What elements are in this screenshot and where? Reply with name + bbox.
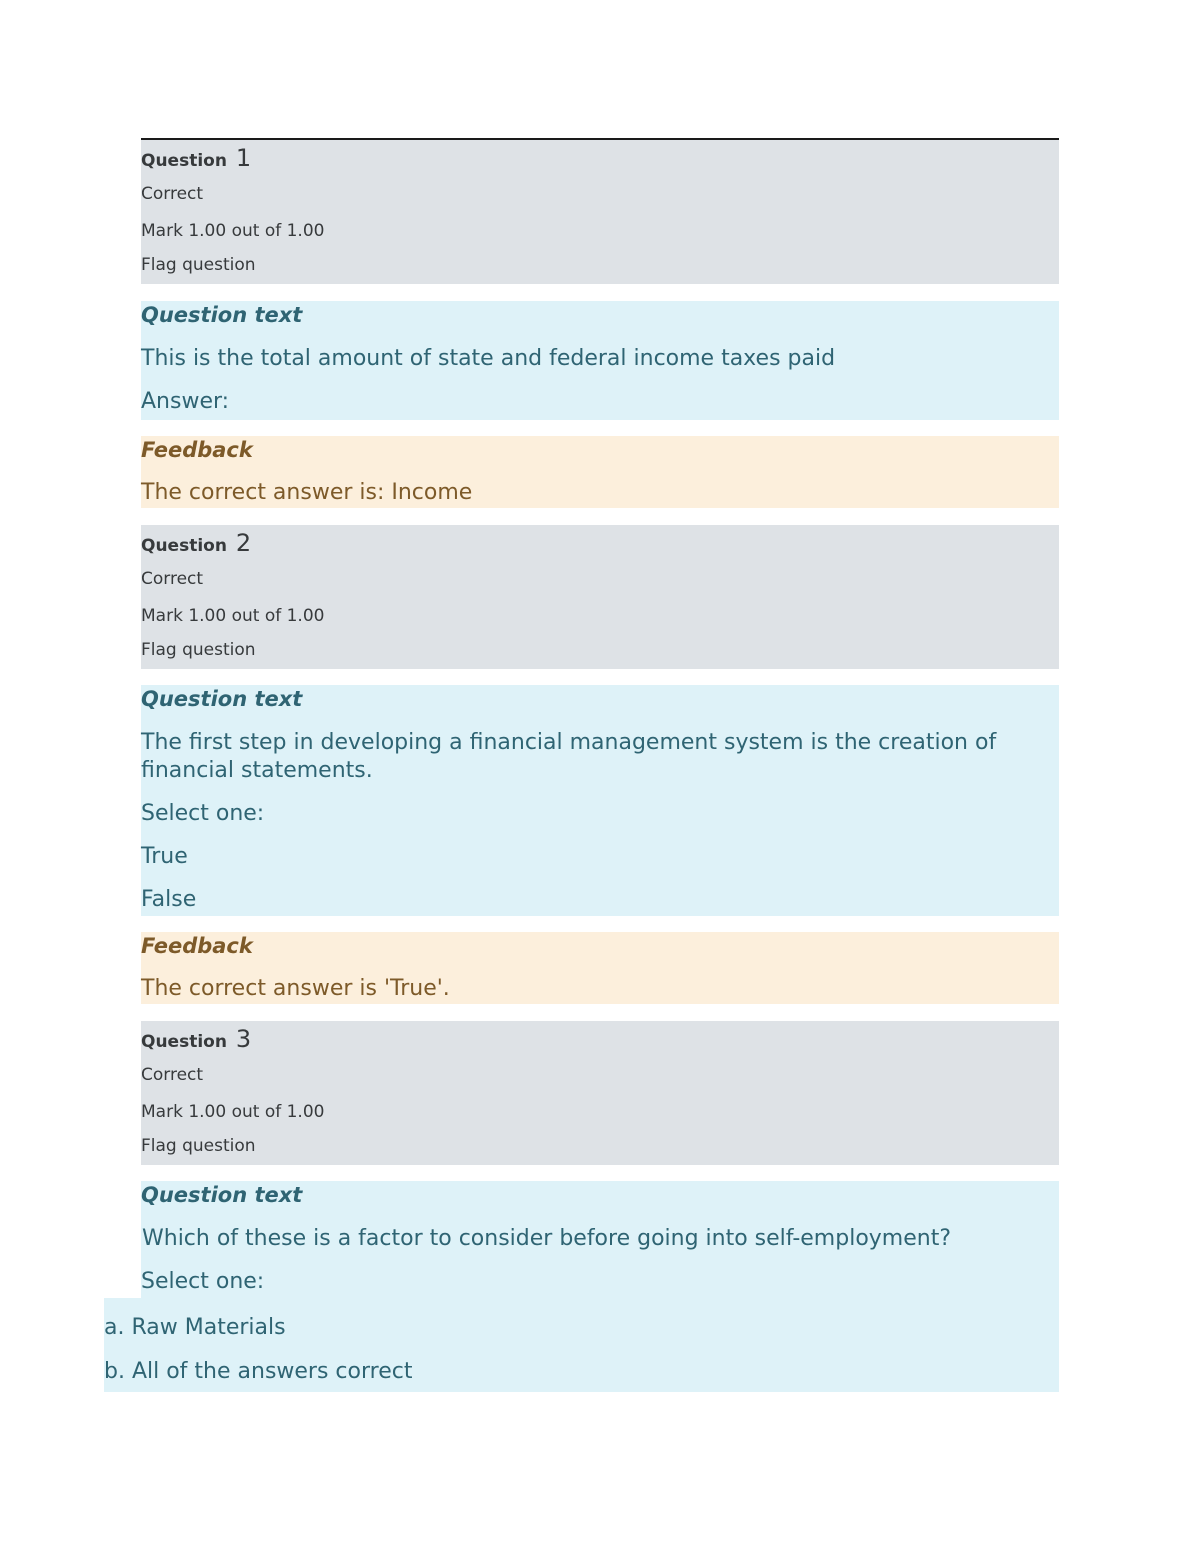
question-state: Correct bbox=[141, 184, 204, 204]
question-state: Correct bbox=[141, 1065, 204, 1085]
question-label: Question bbox=[141, 151, 227, 171]
select-prompt: Select one: bbox=[141, 801, 265, 826]
flag-question-link[interactable]: Flag question bbox=[141, 1136, 256, 1156]
question-text: The first step in developing a financial management system is the creation of financial statements. bbox=[141, 730, 997, 783]
flag-question-link[interactable]: Flag question bbox=[141, 255, 256, 275]
question-mark: Mark 1.00 out of 1.00 bbox=[141, 1102, 325, 1122]
quiz-review bbox=[104, 138, 1059, 1392]
question-info bbox=[141, 140, 1059, 284]
select-prompt: Select one: bbox=[141, 1269, 265, 1294]
question-number-value: 3 bbox=[235, 1025, 252, 1053]
question-number-value: 2 bbox=[235, 529, 252, 557]
answer-options bbox=[104, 1298, 1059, 1392]
question-text-heading: Question text bbox=[141, 1183, 303, 1207]
question-content bbox=[141, 685, 1059, 916]
option-a[interactable]: a. Raw Materials bbox=[104, 1315, 286, 1340]
question-info bbox=[141, 525, 1059, 669]
question-number bbox=[141, 1021, 1059, 1057]
option-false[interactable]: False bbox=[141, 887, 197, 912]
question-content bbox=[141, 301, 1059, 420]
question-mark: Mark 1.00 out of 1.00 bbox=[141, 221, 325, 241]
feedback-heading: Feedback bbox=[141, 934, 253, 958]
question-number bbox=[141, 140, 1059, 176]
flag-question-link[interactable]: Flag question bbox=[141, 640, 256, 660]
feedback-box bbox=[141, 932, 1059, 1004]
question-number-value: 1 bbox=[235, 144, 252, 172]
question-label: Question bbox=[141, 536, 227, 556]
question-label: Question bbox=[141, 1032, 227, 1052]
answer-prompt: Answer: bbox=[141, 389, 230, 414]
feedback-heading: Feedback bbox=[141, 438, 253, 462]
question-text-heading: Question text bbox=[141, 303, 303, 327]
feedback-box bbox=[141, 436, 1059, 508]
question-number bbox=[141, 525, 1059, 561]
option-true[interactable]: True bbox=[141, 844, 188, 869]
question-text: Which of these is a factor to consider before going into self-employment? bbox=[142, 1226, 952, 1251]
question-text-heading: Question text bbox=[141, 687, 303, 711]
question-state: Correct bbox=[141, 569, 204, 589]
option-b[interactable]: b. All of the answers correct bbox=[104, 1359, 413, 1384]
question-info bbox=[141, 1021, 1059, 1165]
question-content bbox=[141, 1181, 1059, 1298]
question-text: This is the total amount of state and federal income taxes paid bbox=[141, 346, 836, 371]
feedback-text: The correct answer is: Income bbox=[141, 480, 473, 505]
question-mark: Mark 1.00 out of 1.00 bbox=[141, 606, 325, 626]
feedback-text: The correct answer is 'True'. bbox=[141, 976, 450, 1001]
